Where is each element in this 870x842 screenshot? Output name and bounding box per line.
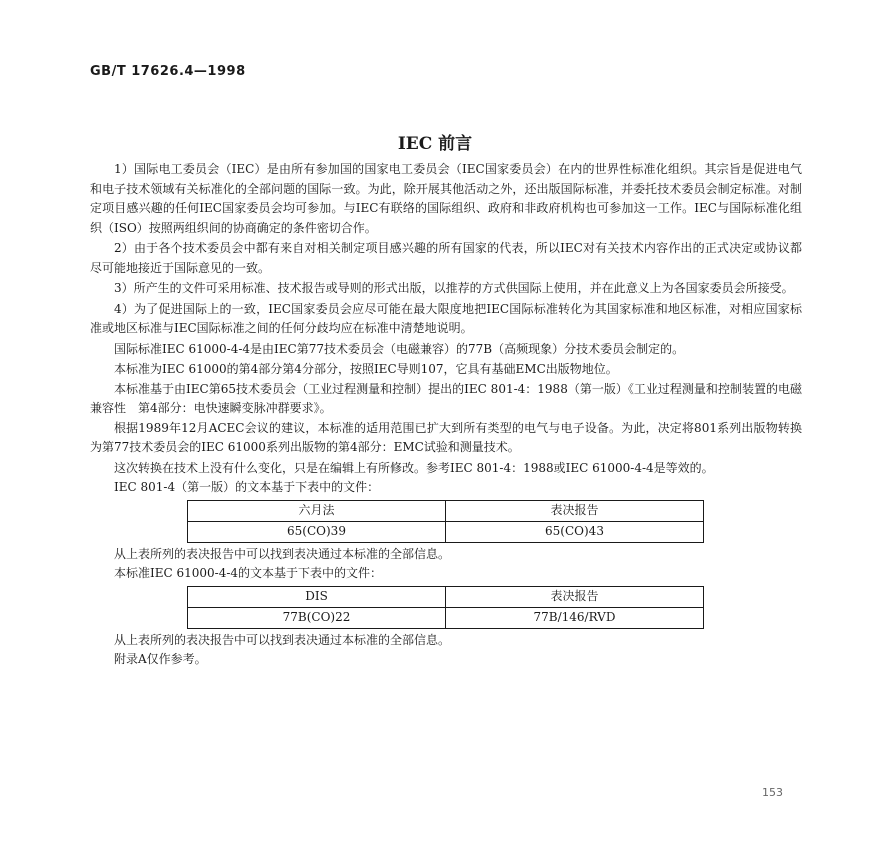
table-header-cell: 表决报告 [446, 586, 704, 607]
paragraph-8: 根据1989年12月ACEC会议的建议，本标准的适用范围已扩大到所有类型的电气与电子设备。为此，决定将801系列出版物转换为第77技术委员会的IEC 61000系列出版物的第4部分：EMC试验和测量技术。 [90, 420, 802, 454]
paragraph-4: 4）为了促进国际上的一致，IEC国家委员会应尽可能在最大限度地把IEC国际标准转化为其国家标准和地区标准，对相应国家标准或地区标准与IEC国际标准之间的任何分歧均应在标准中清楚地说明。 [90, 301, 802, 335]
paragraph-3: 3）所产生的文件可采用标准、技术报告或导则的形式出版，以推荐的方式供国际上使用，并在此意义上为各国家委员会所接受。 [114, 281, 794, 295]
table-cell: 65(CO)39 [188, 521, 446, 542]
document-table-2 [187, 586, 704, 629]
paragraph-5: 国际标准IEC 61000-4-4是由IEC第77技术委员会（电磁兼容）的77B（高频现象）分技术委员会制定的。 [114, 341, 685, 356]
table-row [188, 521, 704, 542]
table-row [188, 607, 704, 628]
document-table-1 [187, 500, 704, 543]
paragraph-6: 本标准为IEC 61000的第4部分第4分部分，按照IEC导则107，它具有基础EMC出版物地位。 [114, 362, 618, 376]
table-cell: 77B(CO)22 [188, 607, 446, 628]
paragraph-9: 这次转换在技术上没有什么变化，只是在编辑上有所修改。参考IEC 801-4：1988或IEC 61000-4-4是等效的。 [114, 460, 714, 475]
table-cell: 77B/146/RVD [446, 607, 704, 628]
paragraph-13: 从上表所列的表决报告中可以找到表决通过本标准的全部信息。 [114, 632, 451, 647]
table-cell: 65(CO)43 [446, 521, 704, 542]
paragraph-11: 从上表所列的表决报告中可以找到表决通过本标准的全部信息。 [114, 546, 451, 561]
paragraph-1: 1）国际电工委员会（IEC）是由所有参加国的国家电工委员会（IEC国家委员会）在内的世界性标准化组织。其宗旨是促进电气和电子技术领域有关标准化的全部问题的国际一致。为此，除开展其他活动之外，还出版国际标准，并委托技术委员会制定标准。对制定项目感兴趣的任何IEC国家委员会均可参加。与IEC有联络的国际组织、政府和非政府机构也可参加这一工作。IEC与国际标准化组织（ISO）按照两组织间的协商确定的条件密切合作。 [90, 162, 802, 235]
document-body [90, 160, 802, 670]
paragraph-10: IEC 801-4（第一版）的文本基于下表中的文件： [114, 480, 380, 494]
paragraph-7: 本标准基于由IEC第65技术委员会（工业过程测量和控制）提出的IEC 801-4：1988（第一版）《工业过程测量和控制装置的电磁兼容性 第4部分：电快速瞬变脉冲群要求》。 [90, 381, 802, 415]
paragraph-2: 2）由于各个技术委员会中都有来自对相关制定项目感兴趣的所有国家的代表，所以IEC对有关技术内容作出的正式决定或协议都尽可能地接近于国际意见的一致。 [90, 241, 802, 275]
table-header-row [188, 500, 704, 521]
page-title: IEC 前言 [397, 134, 473, 154]
page-number: 153 [762, 786, 783, 799]
standard-number: GB/T 17626.4—1998 [90, 64, 246, 79]
table-header-cell: 六月法 [188, 500, 446, 521]
table-header-cell: 表决报告 [446, 500, 704, 521]
table-header-row [188, 586, 704, 607]
paragraph-14: 附录A仅作参考。 [114, 652, 207, 666]
table-header-cell: DIS [188, 586, 446, 607]
paragraph-12: 本标准IEC 61000-4-4的文本基于下表中的文件： [114, 566, 383, 580]
